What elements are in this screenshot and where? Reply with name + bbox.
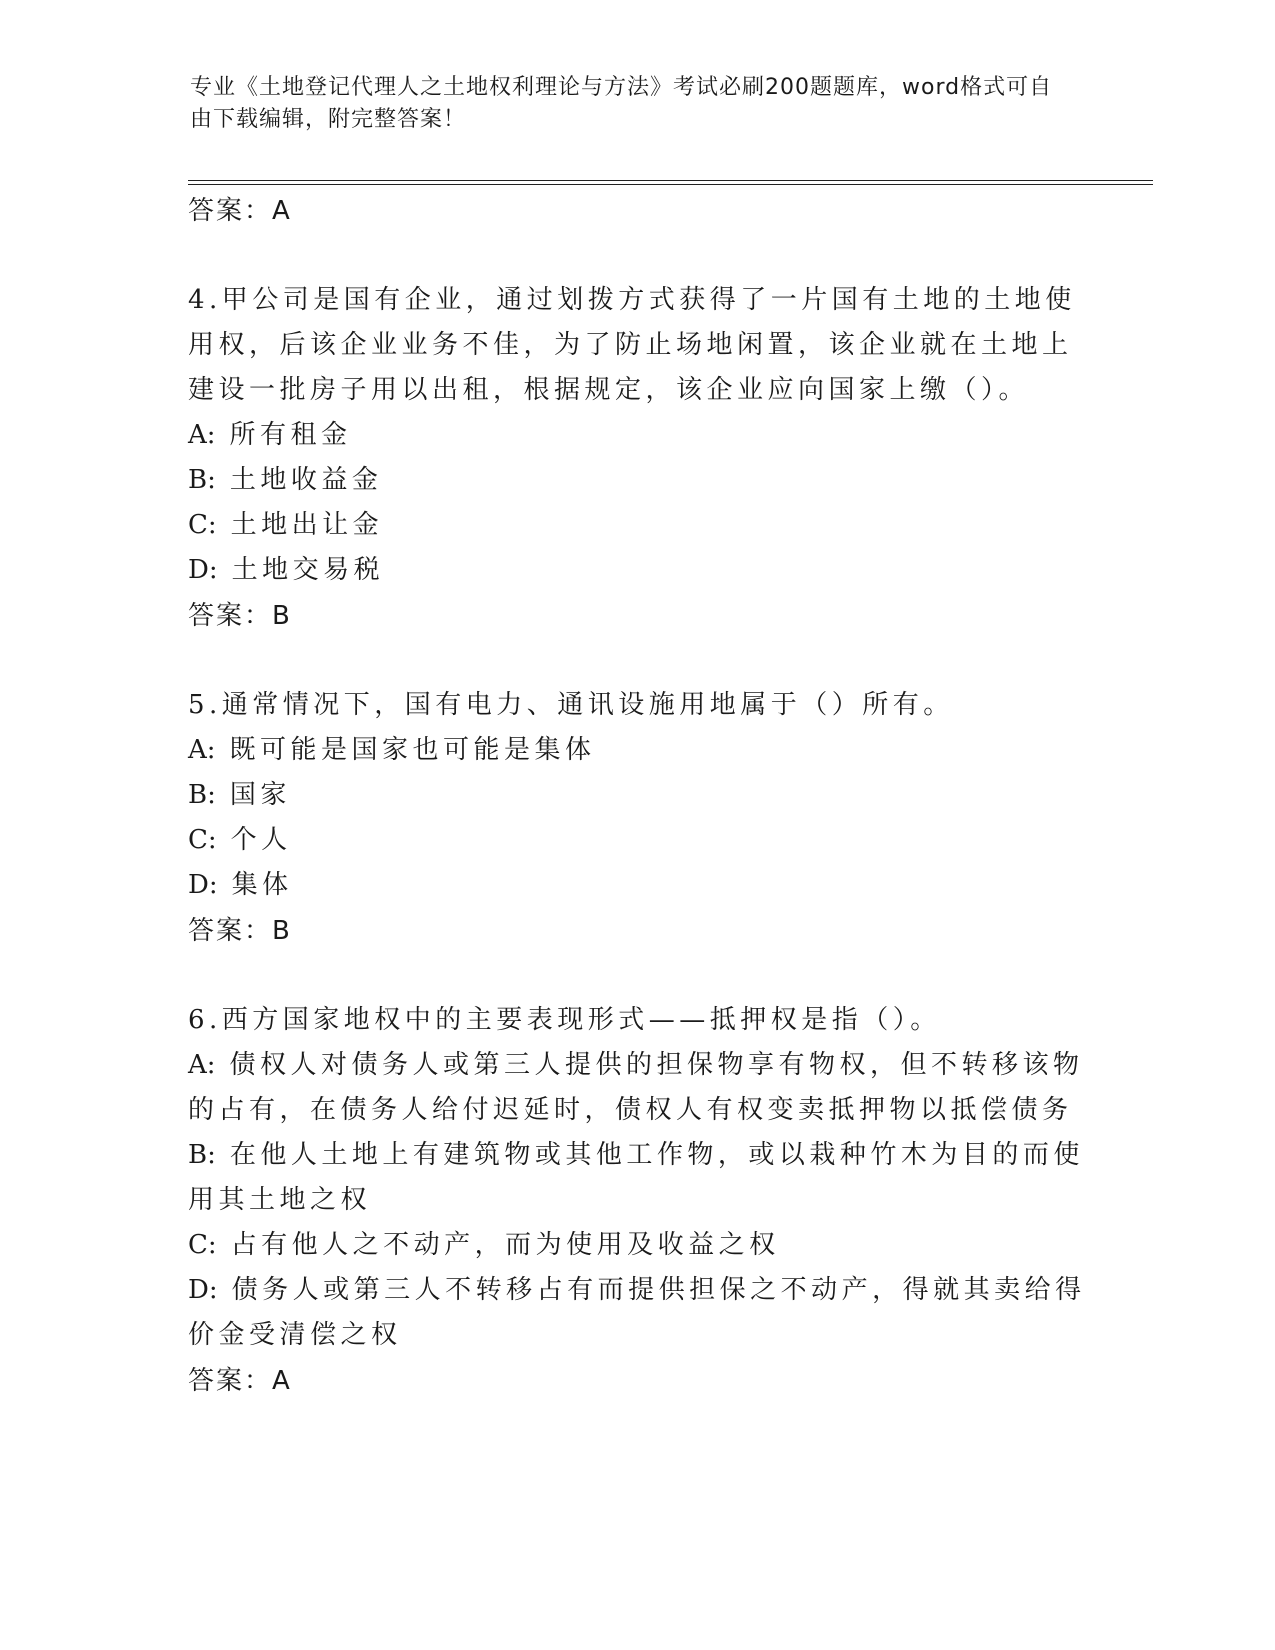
option-label: C:	[188, 1230, 217, 1260]
option-text: 占有他人之不动产，而为使用及收益之权	[230, 1230, 780, 1260]
option-label: A:	[188, 1050, 216, 1080]
option-label: B:	[188, 780, 216, 810]
option-c	[188, 818, 1088, 863]
question-text: 5.通常情况下，国有电力、通讯设施用地属于（）所有。	[188, 690, 954, 720]
option-text: 债权人对债务人或第三人提供的担保物享有物权，但不转移该物的占有，在债务人给付迟延时，债权人有权变卖抵押物以抵偿债务	[188, 1050, 1084, 1125]
question-text: 6.西方国家地权中的主要表现形式——抵押权是指（）。	[188, 1005, 941, 1035]
option-text: 土地收益金	[229, 465, 383, 495]
question-block	[188, 683, 1088, 954]
option-label: B:	[188, 465, 216, 495]
question-block	[188, 998, 1088, 1404]
option-label: B:	[188, 1140, 216, 1170]
option-label: C:	[188, 510, 217, 540]
answer-line: 答案：B	[188, 601, 292, 631]
question-block	[188, 278, 1088, 639]
option-label: A:	[188, 420, 216, 450]
option-text: 国家	[229, 780, 291, 810]
document-header: 专业《土地登记代理人之土地权利理论与方法》考试必刷200题题库，word格式可自由下载编辑，附完整答案！	[190, 75, 1053, 132]
question-text: 4.甲公司是国有企业，通过划拨方式获得了一片国有土地的土地使用权，后该企业业务不佳，为了防止场地闲置，该企业就在土地上建设一批房子用以出租，根据规定，该企业应向国家上缴（）。	[188, 285, 1076, 405]
option-d	[188, 548, 1088, 593]
answer-line: 答案：A	[188, 196, 292, 226]
option-label: D:	[188, 1275, 218, 1305]
header-rule-top	[188, 180, 1153, 181]
option-text: 土地出让金	[230, 510, 384, 540]
option-text: 债务人或第三人不转移占有而提供担保之不动产，得就其卖给得价金受清偿之权	[188, 1275, 1086, 1350]
answer-line: 答案：B	[188, 916, 292, 946]
option-text: 所有租金	[229, 420, 352, 450]
option-label: C:	[188, 825, 217, 855]
document-body	[188, 188, 1088, 1404]
option-text: 在他人土地上有建筑物或其他工作物，或以栽种竹木为目的而使用其土地之权	[188, 1140, 1084, 1215]
option-text: 集体	[231, 870, 293, 900]
option-label: A:	[188, 735, 216, 765]
answer-line: 答案：A	[188, 1366, 292, 1396]
option-a	[188, 413, 1088, 458]
option-d	[188, 863, 1088, 908]
header-rule-bottom	[188, 184, 1153, 185]
option-text: 既可能是国家也可能是集体	[229, 735, 596, 765]
option-b	[188, 1133, 1088, 1223]
option-b	[188, 773, 1088, 818]
option-label: D:	[188, 870, 218, 900]
option-c	[188, 1223, 1088, 1268]
option-d	[188, 1268, 1088, 1358]
option-a	[188, 728, 1088, 773]
option-text: 个人	[230, 825, 292, 855]
option-label: D:	[188, 555, 218, 585]
option-b	[188, 458, 1088, 503]
option-text: 土地交易税	[231, 555, 385, 585]
option-c	[188, 503, 1088, 548]
option-a	[188, 1043, 1088, 1133]
